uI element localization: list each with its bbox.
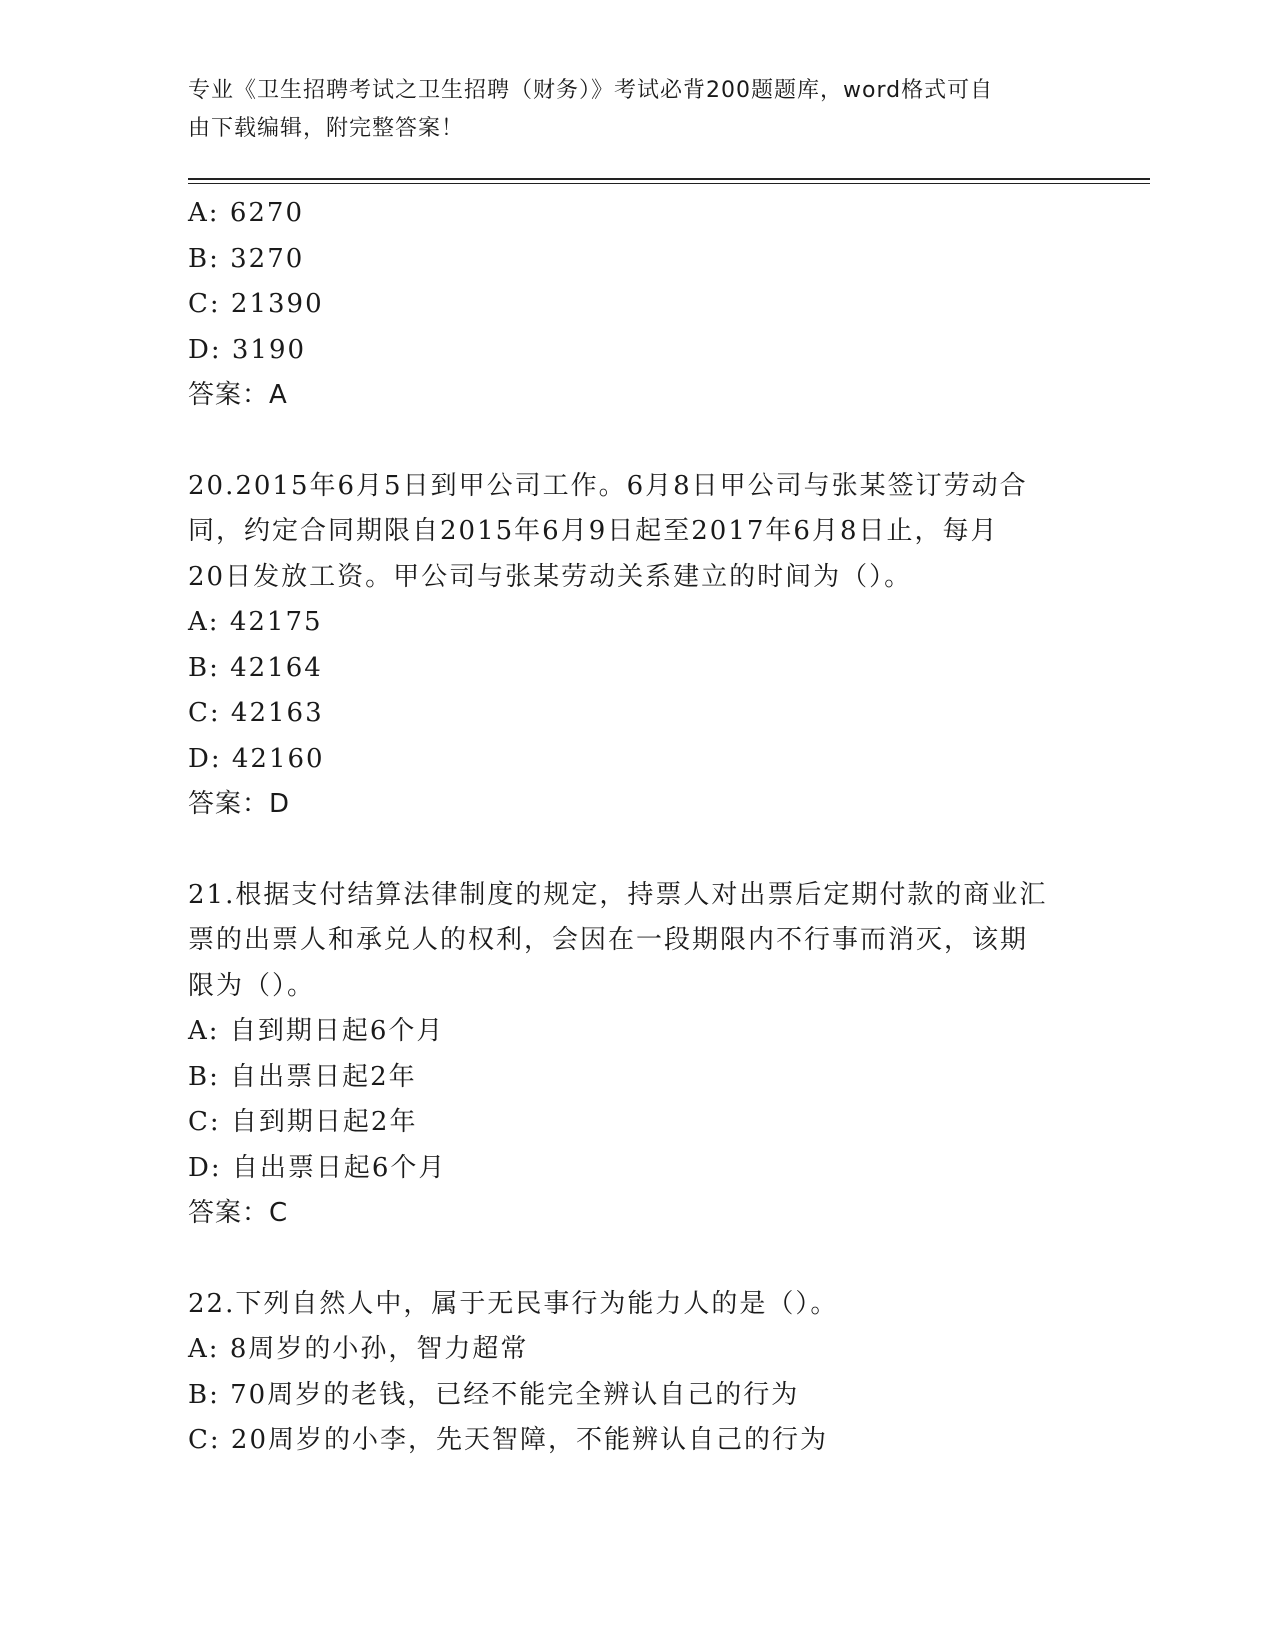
question-stem-line: 限为（）。 <box>188 970 316 1001</box>
header-title-line-1: 专业《卫生招聘考试之卫生招聘（财务）》考试必背200题题库，word格式可自 <box>188 78 994 103</box>
option-c: C: 42163 <box>188 698 324 728</box>
header-rule-thin <box>188 183 1150 184</box>
answer-line: 答案：A <box>188 380 288 410</box>
option-a: A: 8周岁的小孙，智力超常 <box>188 1334 529 1364</box>
option-b: B: 42164 <box>188 652 323 683</box>
option-d: D: 42160 <box>188 743 325 774</box>
option-c: C: 21390 <box>188 289 324 319</box>
question-stem-line: 20日发放工资。甲公司与张某劳动关系建立的时间为（）。 <box>188 561 913 592</box>
header-rule-thick <box>188 178 1150 180</box>
question-stem-line: 21.根据支付结算法律制度的规定，持票人对出票后定期付款的商业汇 <box>188 879 1048 910</box>
option-c: C: 自到期日起2年 <box>188 1107 418 1137</box>
question-block-21 <box>188 873 1088 1237</box>
answer-line: 答案：C <box>188 1198 289 1228</box>
question-block-19 <box>188 191 1088 419</box>
answer-line: 答案：D <box>188 789 291 819</box>
question-stem-line: 22.下列自然人中，属于无民事行为能力人的是（）。 <box>188 1288 839 1319</box>
option-c: C: 20周岁的小李，先天智障，不能辨认自己的行为 <box>188 1425 829 1455</box>
option-b: B: 3270 <box>188 243 305 274</box>
question-stem-line: 同，约定合同期限自2015年6月9日起至2017年6月8日止，每月 <box>188 516 999 546</box>
document-body <box>188 191 1088 1464</box>
page-header <box>188 72 1068 148</box>
header-title-line-2: 由下载编辑，附完整答案！ <box>188 116 465 141</box>
option-d: D: 3190 <box>188 334 307 365</box>
option-a: A: 自到期日起6个月 <box>188 1016 445 1046</box>
option-a: A: 6270 <box>188 198 304 228</box>
option-d: D: 自出票日起6个月 <box>188 1152 447 1183</box>
question-stem-line: 票的出票人和承兑人的权利，会因在一段期限内不行事而消灭，该期 <box>188 925 1029 955</box>
question-block-22 <box>188 1282 1088 1464</box>
option-b: B: 自出票日起2年 <box>188 1061 417 1092</box>
question-stem-line: 20.2015年6月5日到甲公司工作。6月8日甲公司与张某签订劳动合 <box>188 470 1028 501</box>
option-b: B: 70周岁的老钱，已经不能完全辨认自己的行为 <box>188 1379 800 1410</box>
option-a: A: 42175 <box>188 607 323 637</box>
question-block-20 <box>188 464 1088 828</box>
